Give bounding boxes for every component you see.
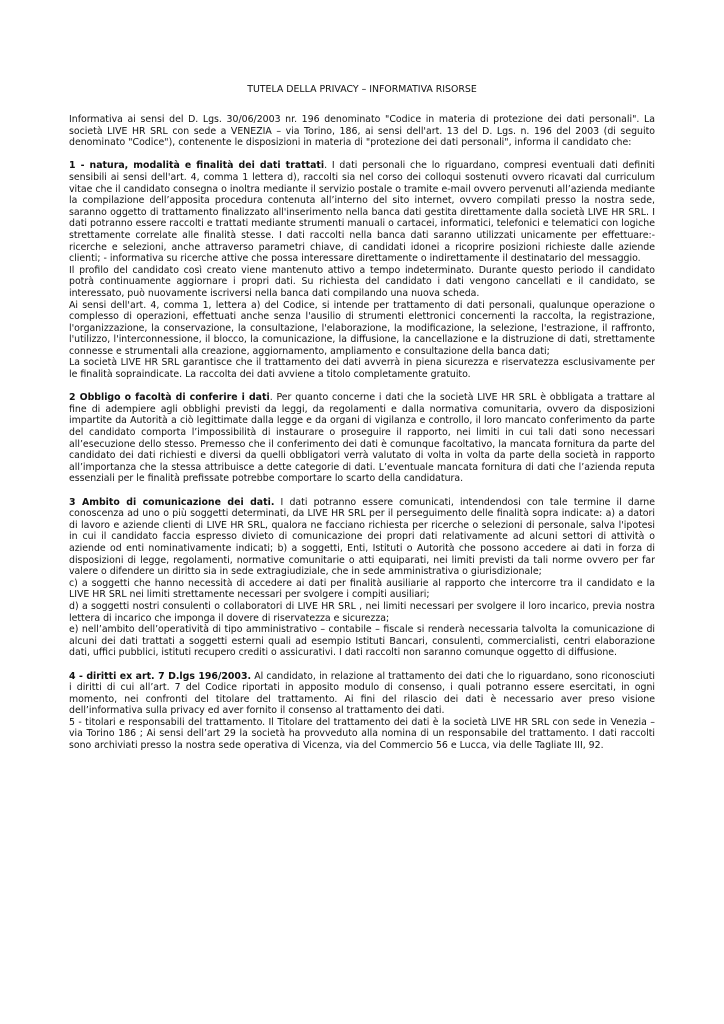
section-2 [69, 392, 655, 485]
section-3-paragraph-4: e) nell’ambito dell’operatività di tipo amministrativo – contabile – fiscale si renderà necessaria talvolta la comunicazione di alcuni dei dati trattati a soggetti esterni quali ad esempio Istituti Bancari, consulenti, commercialisti, centri elaborazione dati, uffici pubblici, istituti recupero crediti o assicurativi. I dati raccolti non saranno comunque oggetto di diffusione. [69, 624, 655, 659]
section-1-text: . I dati personali che lo riguardano, compresi eventuali dati definiti sensibili ai sensi dell'art. 4, comma 1 lettera d), raccolti sia nel corso dei colloqui sostenuti ovvero ricavati dal curriculum vitae che il candidato consegna o inoltra mediante il servizio postale o tramite e-mail ovvero pervenuti all’azienda mediante la compilazione dell’apposita procedura contenuta all’interno del sito internet, ovvero compilati presso la nostra sede, saranno oggetto di trattamento finalizzato all'inserimento nella banca dati gestita direttamente dalla società LIVE HR SRL. I dati potranno essere raccolti e trattati mediante strumenti manuali o cartacei, informatici, telefonici e telematici con logiche strettamente correlate alle finalità stesse. I dati raccolti nella banca dati saranno utilizzati unicamente per effettuare:- ricerche e selezioni, anche attraverso parametri chiave, di candidati idonei a ricoprire posizioni richieste dalle aziende clienti; - informativa su ricerche attive che possa interessare direttamente o indirettamente il destinatario del messaggio. [69, 160, 655, 265]
section-3-text: I dati potranno essere comunicati, intendendosi con tale termine il darne conoscenza ad uno o più soggetti determinati, da LIVE HR SRL per il perseguimento delle finalità sopra indicate: a) a datori di lavoro e aziende clienti di LIVE HR SRL, qualora ne facciano richiesta per ricerche o selezioni di personale, salva l'ipotesi in cui il candidato faccia espresso divieto di comunicazione dei propri dati relativamente ad alcuni settori di attività o aziende od enti nominativamente indicati; b) a soggetti, Enti, Istituti o Autorità che possono accedere ai dati in forza di disposizioni di legge, regolamenti, normative comunitarie o atti equiparati, nei limiti previsti da tali norme ovvero per far valere o difendere un diritto sia in sede extragiudiziale, che in sede amministrativa o giurisdizionale; [69, 496, 655, 578]
section-2-paragraph-1 [69, 392, 655, 485]
document-title: TUTELA DELLA PRIVACY – INFORMATIVA RISORSE [247, 84, 477, 95]
section-3-heading: 3 Ambito di comunicazione dei dati. [69, 496, 275, 508]
section-1 [69, 160, 655, 380]
section-1-paragraph-4: La società LIVE HR SRL garantisce che il trattamento dei dati avverrà in piena sicurezza e riservatezza esclusivamente per le finalità sopraindicate. La raccolta dei dati avviene a titolo completamente gratuito. [69, 357, 655, 381]
section-4 [69, 671, 655, 752]
section-2-text: . Per quanto concerne i dati che la società LIVE HR SRL è obbligata a trattare al fine di adempiere agli obblighi previsti da leggi, da regolamenti e dalla normativa comunitaria, ovvero da disposizioni impartite da Autorità a ciò legittimate dalla legge e da organi di vigilanza e controllo, il loro mancato conferimento da parte del candidato comporta l’impossibilità di instaurare o proseguire il rapporto, nei limiti in cui tali dati sono necessari all’esecuzione dello stesso. Premesso che il conferimento dei dati è comunque facoltativo, la mancata fornitura da parte del candidato dei dati richiesti e diversi da quelli obbligatori verrà valutato di volta in volta da parte della società in rapporto all’importanza che la stessa attribuisce a dette categorie di dati. L’eventuale mancata fornitura di dati che l’azienda reputa essenziali per le finalità prefissate potrebbe comportare lo scarto della candidatura. [69, 392, 655, 485]
section-3-paragraph-3: d) a soggetti nostri consulenti o collaboratori di LIVE HR SRL , nei limiti necessari per svolgere il loro incarico, previa nostra lettera di incarico che imponga il dovere di riservatezza e sicurezza; [69, 600, 655, 624]
section-4-heading: 4 - diritti ex art. 7 D.lgs 196/2003. [69, 670, 252, 682]
section-1-paragraph-3: Ai sensi dell'art. 4, comma 1, lettera a) del Codice, si intende per trattamento di dati personali, qualunque operazione o complesso di operazioni, effettuati anche senza l'ausilio di strumenti elettronici concernenti la raccolta, la registrazione, l'organizzazione, la conservazione, la consultazione, l'elaborazione, la modificazione, la selezione, l'estrazione, il raffronto, l'utilizzo, l'interconnessione, il blocco, la comunicazione, la diffusione, la cancellazione e la distruzione di dati, strettamente connesse e strumentali alla creazione, aggiornamento, ampliamento e consultazione della banca dati; [69, 299, 655, 357]
section-4-paragraph-1 [69, 671, 655, 717]
section-4-text: Al candidato, in relazione al trattamento dei dati che lo riguardano, sono riconosciuti i diritti di cui all’art. 7 del Codice riportati in apposito modulo di consenso, i quali potranno essere esercitati, in ogni momento, nei confronti del titolare del trattamento. Ai fini del rilascio dei dati è necessario aver preso visione dell’informativa sulla privacy ed aver fornito il consenso al trattamento dei dati. [69, 670, 655, 717]
section-4-paragraph-2: 5 - titolari e responsabili del trattamento. Il Titolare del trattamento dei dati è la società LIVE HR SRL con sede in Venezia – via Torino 186 ; Ai sensi dell’art 29 la società ha provveduto alla nomina di un responsabile del trattamento. I dati raccolti sono archiviati presso la nostra sede operativa di Vicenza, via del Commercio 56 e Lucca, via delle Tagliate III, 92. [69, 716, 655, 752]
section-3-paragraph-1 [69, 497, 655, 578]
section-1-paragraph-2: Il profilo del candidato così creato viene mantenuto attivo a tempo indeterminato. Durante questo periodo il candidato potrà continuamente aggiornare i propri dati. Su richiesta del candidato i dati vengono cancellati e il candidato, se interessato, può nuovamente iscriversi nella banca dati compilando una nuova scheda. [69, 264, 655, 299]
section-1-paragraph-1 [69, 160, 655, 264]
intro-paragraph: Informativa ai sensi del D. Lgs. 30/06/2003 nr. 196 denominato "Codice in materia di protezione dei dati personali". La società LIVE HR SRL con sede a VENEZIA – via Torino, 186, ai sensi dell'art. 13 del D. Lgs. n. 196 del 2003 (di seguito denominato "Codice"), contenente le disposizioni in materia di "protezione dei dati personali", informa il candidato che: [69, 114, 655, 149]
section-3-paragraph-2: c) a soggetti che hanno necessità di accedere ai dati per finalità ausiliarie al rapporto che intercorre tra il candidato e la LIVE HR SRL nei limiti strettamente necessari per svolgere i compiti ausiliari; [69, 577, 655, 601]
section-1-heading: 1 - natura, modalità e finalità dei dati trattati [69, 160, 325, 172]
section-3 [69, 497, 655, 659]
section-2-heading: 2 Obbligo o facoltà di conferire i dati [69, 392, 270, 404]
